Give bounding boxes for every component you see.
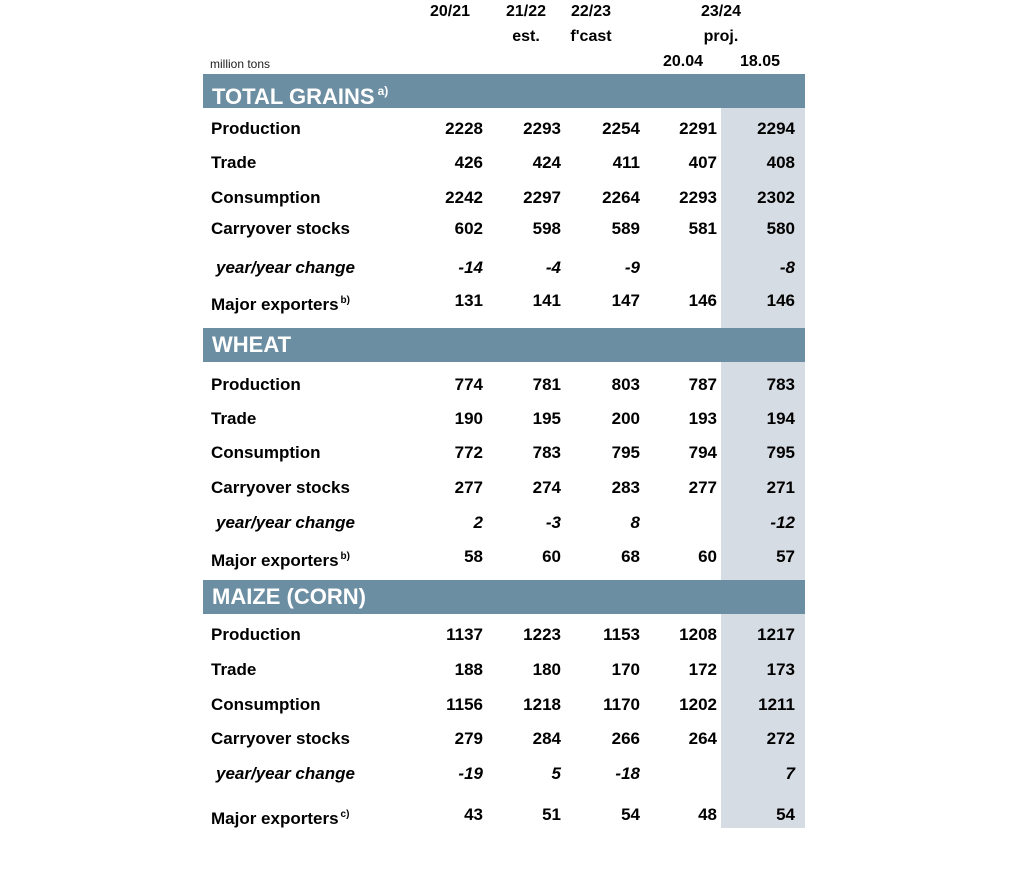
cell-2023-24-proj-20-04: 1202 [679,695,717,714]
row-label [211,287,350,319]
col-header-proj-18-05: 18.05 [739,53,781,70]
cell-2022-23: 2254 [602,119,640,138]
cell-2020-21: 279 [454,729,483,748]
table-row [0,656,1024,684]
table-row [0,801,1024,829]
section-header-wheat [203,328,805,362]
cell-2023-24-proj-20-04: 172 [688,660,717,679]
cell-2023-24-proj-20-04: 146 [688,291,717,310]
cell-2020-21: 2242 [445,188,483,207]
cell-2020-21: 188 [454,660,483,679]
cell-2022-23: 68 [621,547,640,566]
cell-2021-22: 781 [532,375,561,394]
row-label [211,371,301,399]
cell-2020-21: -19 [458,764,483,783]
cell-2023-24-proj-18-05: 2294 [757,119,795,138]
cell-2023-24-proj-18-05: 272 [766,729,795,748]
table-row [0,509,1024,537]
cell-2023-24-proj-18-05: 7 [785,764,795,783]
cell-2022-23: -9 [624,258,640,277]
section-header-maize-corn [203,580,805,614]
row-label-text: Major exporters [211,551,339,570]
cell-2023-24-proj-18-05: 783 [766,375,795,394]
row-label [211,115,301,143]
table-row [0,115,1024,143]
section-header-total-grains [203,74,805,108]
section-title: TOTAL GRAINS [212,84,375,109]
table-row [0,287,1024,315]
cell-2020-21: 190 [454,409,483,428]
row-label-text: Trade [211,660,257,679]
row-label-text: Production [211,119,301,138]
col-header-2023-24-proj: proj. [703,28,739,45]
row-label [211,184,321,212]
row-label [216,254,355,282]
cell-2021-22: 141 [532,291,561,310]
col-header-2022-23-fcast: f'cast [570,28,612,45]
cell-2022-23: 1153 [603,625,640,644]
cell-2023-24-proj-20-04: 787 [688,375,717,394]
cell-2022-23: 411 [612,153,640,172]
cell-2023-24-proj-18-05: -12 [770,513,795,532]
cell-2021-22: 1223 [523,625,561,644]
cell-2021-22: 424 [532,153,561,172]
section-title: WHEAT [212,332,292,357]
cell-2021-22: 180 [532,660,561,679]
cell-2021-22: 5 [551,764,561,783]
row-label-text: Major exporters [211,295,339,314]
row-label-text: year/year change [216,513,355,532]
row-label-text: Consumption [211,695,321,714]
cell-2023-24-proj-18-05: 271 [766,478,795,497]
cell-2022-23: 54 [621,805,640,824]
cell-2021-22: 60 [542,547,561,566]
cell-2020-21: -14 [458,258,483,277]
cell-2023-24-proj-18-05: -8 [779,258,795,277]
cell-2020-21: 277 [454,478,483,497]
row-footnote-marker: b) [340,551,350,562]
table-row [0,254,1024,282]
col-header-2021-22-est: est. [512,28,540,45]
table-row [0,543,1024,571]
row-label [211,725,350,753]
cell-2023-24-proj-20-04: 2293 [679,188,717,207]
cell-2023-24-proj-20-04: 1208 [679,625,717,644]
cell-2023-24-proj-18-05: 173 [766,660,795,679]
row-label [211,439,321,467]
section-title: MAIZE (CORN) [212,584,366,609]
cell-2023-24-proj-20-04: 407 [688,153,717,172]
cell-2023-24-proj-20-04: 581 [688,219,717,238]
cell-2023-24-proj-18-05: 57 [776,547,795,566]
row-label [211,801,349,833]
cell-2023-24-proj-18-05: 580 [766,219,795,238]
row-label [211,543,350,575]
cell-2023-24-proj-18-05: 146 [766,291,795,310]
row-label-text: Consumption [211,443,321,462]
cell-2020-21: 2228 [445,119,483,138]
table-row [0,405,1024,433]
row-label-text: Consumption [211,188,321,207]
row-label-text: Carryover stocks [211,729,350,748]
table-row [0,474,1024,502]
row-label-text: Carryover stocks [211,219,350,238]
row-footnote-marker: b) [340,295,350,306]
cell-2022-23: 8 [630,513,640,532]
cell-2022-23: 283 [611,478,640,497]
cell-2021-22: 51 [542,805,561,824]
cell-2023-24-proj-20-04: 277 [688,478,717,497]
cell-2020-21: 43 [464,805,483,824]
row-label-text: Trade [211,409,257,428]
cell-2023-24-proj-18-05: 408 [766,153,795,172]
cell-2022-23: 170 [611,660,640,679]
table-row [0,149,1024,177]
cell-2023-24-proj-18-05: 54 [776,805,795,824]
row-label-text: Carryover stocks [211,478,350,497]
cell-2021-22: -4 [545,258,561,277]
cell-2022-23: 200 [611,409,640,428]
row-label-text: Trade [211,153,257,172]
cell-2021-22: 195 [532,409,561,428]
cell-2020-21: 1156 [446,695,483,714]
col-header-2022-23: 22/23 [570,3,612,20]
cell-2020-21: 2 [473,513,483,532]
col-header-2020-21: 20/21 [429,3,471,20]
cell-2020-21: 1137 [446,625,483,644]
row-label-text: Major exporters [211,809,339,828]
table-row [0,691,1024,719]
cell-2023-24-proj-20-04: 60 [698,547,717,566]
cell-2023-24-proj-20-04: 794 [688,443,717,462]
row-label [216,509,355,537]
cell-2022-23: 589 [611,219,640,238]
cell-2022-23: 266 [611,729,640,748]
row-label-text: Production [211,375,301,394]
cell-2023-24-proj-18-05: 2302 [757,188,795,207]
table-row [0,439,1024,467]
cell-2022-23: 2264 [602,188,640,207]
row-label-text: Production [211,625,301,644]
col-header-proj-20-04: 20.04 [662,53,704,70]
row-label [211,215,350,243]
units-label: million tons [210,57,271,71]
cell-2020-21: 426 [454,153,483,172]
row-label [211,474,350,502]
cell-2021-22: 284 [532,729,561,748]
row-label [211,691,321,719]
table-row [0,725,1024,753]
cell-2020-21: 58 [464,547,483,566]
cell-2022-23: 803 [611,375,640,394]
row-label [211,149,256,177]
table-row [0,760,1024,788]
row-label [211,621,301,649]
table-row [0,215,1024,243]
row-label [211,405,256,433]
row-label [216,760,355,788]
col-header-2021-22: 21/22 [505,3,547,20]
cell-2023-24-proj-18-05: 194 [766,409,795,428]
cell-2021-22: 783 [532,443,561,462]
row-label-text: year/year change [216,764,355,783]
row-label-text: year/year change [216,258,355,277]
cell-2023-24-proj-18-05: 1217 [757,625,795,644]
cell-2021-22: 274 [532,478,561,497]
cell-2023-24-proj-20-04: 264 [688,729,717,748]
row-footnote-marker: c) [340,809,350,820]
cell-2023-24-proj-18-05: 795 [766,443,795,462]
cell-2023-24-proj-20-04: 2291 [679,119,717,138]
cell-2022-23: 1170 [603,695,640,714]
cell-2021-22: 598 [532,219,561,238]
col-header-2023-24: 23/24 [700,3,742,20]
cell-2023-24-proj-20-04: 193 [688,409,717,428]
section-footnote-marker: a) [377,84,389,98]
table-row [0,371,1024,399]
cell-2020-21: 772 [454,443,483,462]
cell-2022-23: 795 [611,443,640,462]
cell-2023-24-proj-18-05: 1211 [758,695,795,714]
row-label [211,656,256,684]
cell-2020-21: 774 [454,375,483,394]
table-row [0,184,1024,212]
cell-2023-24-proj-20-04: 48 [698,805,717,824]
cell-2022-23: 147 [611,291,640,310]
table-row [0,621,1024,649]
cell-2022-23: -18 [615,764,640,783]
cell-2021-22: -3 [545,513,561,532]
cell-2021-22: 2297 [523,188,561,207]
cell-2020-21: 602 [454,219,483,238]
cell-2020-21: 131 [454,291,483,310]
cell-2021-22: 1218 [523,695,561,714]
cell-2021-22: 2293 [523,119,561,138]
